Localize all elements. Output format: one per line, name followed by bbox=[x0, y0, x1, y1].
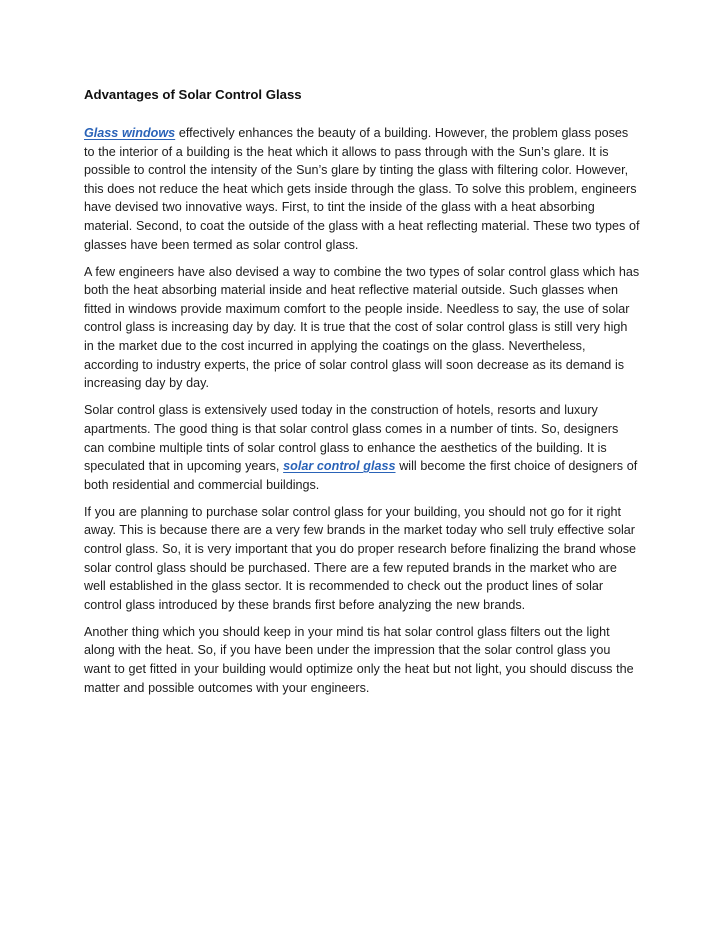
document-title: Advantages of Solar Control Glass bbox=[84, 87, 302, 102]
paragraph-3-text-after: will become the first choice of designers of both residential and commercial buildings. bbox=[84, 459, 638, 492]
paragraph-4: If you are planning to purchase solar control glass for your building, you should not go for it right away. This is because there are a very few brands in the market today who sell truly effective solar control glass. So, it is very important that you do proper research before finalizing the brand whose solar control glass should be purchased. There are a few reputed brands in the market who are well established in the glass sector. It is recommended to check out the product lines of solar control glass introduced by these brands first before analyzing the new brands. bbox=[84, 504, 637, 612]
paragraph-1-text: effectively enhances the beauty of a building. However, the problem glass poses to the interior of a building is the heat which it allows to pass through with the Sun’s glare. It is possible to control the intensity of the Sun’s glare by tinting the glass with filtering color. However, this does not reduce the heat which gets inside through the glass. To solve this problem, engineers have devised two innovative ways. First, to tint the inside of the glass with a heat absorbing material. Second, to coat the outside of the glass with a heat reflecting material. These two types of glasses have been termed as solar control glass. bbox=[84, 126, 640, 252]
paragraph-3 bbox=[84, 401, 640, 494]
glass-windows-link[interactable]: Glass windows bbox=[84, 126, 176, 140]
paragraph-3-text-before: Solar control glass is extensively used today in the construction of hotels, resorts and luxury apartments. The good thing is that solar control glass comes in a number of tints. So, designers can combine multiple tints of solar control glass to enhance the aesthetics of the building. It is speculated that in upcoming years, bbox=[84, 403, 619, 474]
paragraph-5: Another thing which you should keep in your mind tis hat solar control glass filters out the light along with the heat. So, if you have been under the impression that the solar control glass you want to get fitted in your building would optimize only the heat but not light, you should discuss the matter and possible outcomes with your engineers. bbox=[84, 624, 634, 695]
document-body bbox=[84, 86, 640, 706]
paragraph-1 bbox=[84, 124, 640, 254]
solar-control-glass-link[interactable]: solar control glass bbox=[283, 459, 396, 474]
paragraph-2: A few engineers have also devised a way to combine the two types of solar control glass which has both the heat absorbing material inside and heat reflective material outside. Such glasses when fitted in windows provide maximum comfort to the people inside. Needless to say, the use of solar control glass is increasing day by day. It is true that the cost of solar control glass is still very high in the market due to the cost incurred in applying the coatings on the glass. Nevertheless, according to industry experts, the price of solar control glass will soon decrease as its demand is increasing day by day. bbox=[84, 264, 640, 391]
